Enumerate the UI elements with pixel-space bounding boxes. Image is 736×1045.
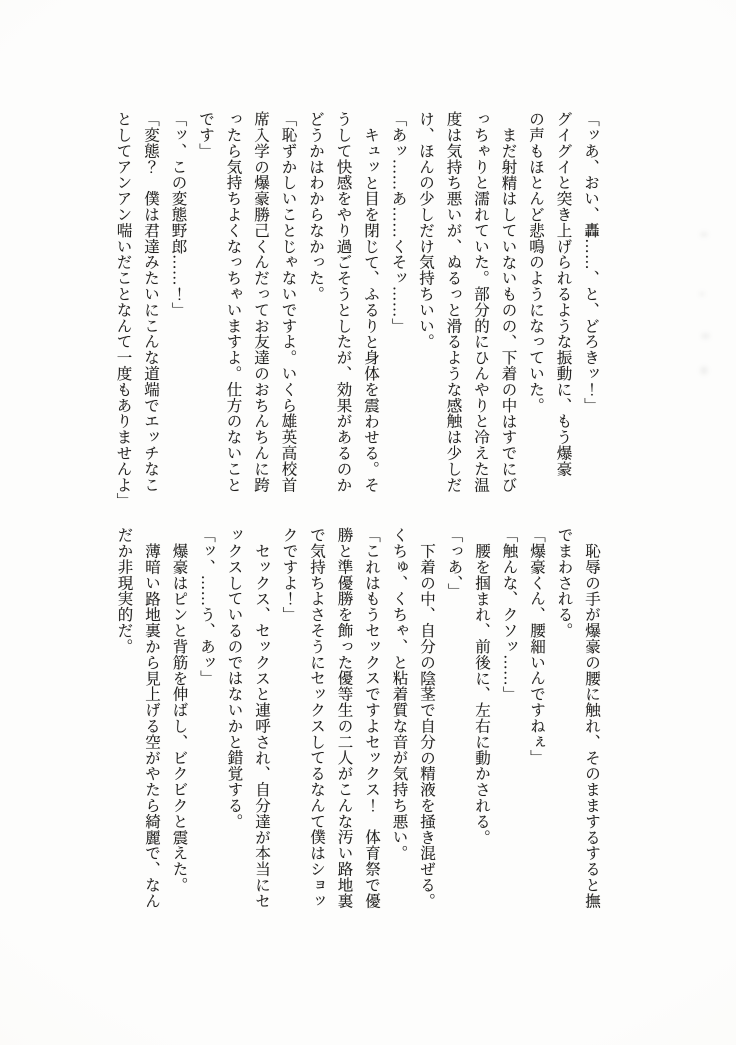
text-line: 「ッあ、おい、轟……、と、どろきッ！」 [582,111,599,414]
text-line: ったら気持ちよくなっちゃいますよ。仕方のないこと [224,111,242,493]
text-line: グイグイと突き上げられるような振動に、もう爆豪 [554,111,572,477]
text-line: 「爆豪くん、腰細いんですねぇ」 [528,527,545,766]
scan-artifact [699,292,705,296]
text-line: 席入学の爆豪勝己くんだってお友達のおちんちんに跨 [252,111,269,493]
text-line: 「変態？ 僕は君達みたいにこんな道端でエッチなこ [142,111,159,493]
text-line: 「ッ、……う、あッ」 [198,527,215,686]
text-line: だか非現実的だ。 [115,527,133,655]
text-line: 「ッ、この変態野郎……！」 [169,111,187,318]
text-line: 薄暗い路地裏から見上げる空がやたら綺麗で、なん [143,542,160,909]
text-block-top [109,111,604,525]
text-line: 「触んな、クソッ……」 [500,527,518,702]
text-line: 恥辱の手が爆豪の腰に触れ、そのままするすると撫 [583,542,600,909]
text-line: で気持ちよさそうにセックスしてるなんて僕はショッ [308,527,325,909]
text-line: うして快感をやり過ごそうとしたが、効果があるのか [334,111,352,493]
text-line: 「あッ……あ……くそッ……」 [389,111,407,334]
text-line: 勝と準優勝を飾った優等生の二人がこんな汚い路地裏 [335,527,353,909]
text-line: としてアンアン喘いだことなんて一度もありませんよ」 [114,111,132,509]
text-line: 腰を掴まれ、前後に、左右に動かされる。 [473,542,490,845]
scan-artifact [700,232,708,237]
text-line: の声もほとんど悲鳴のようになっていた。 [527,111,544,414]
text-line: キュッと目を閉じて、ふるりと身体を震わせる。そ [362,126,379,493]
scan-artifact [700,366,708,375]
text-line: 度は気持ち悪いが、ぬるっと滑るような感触は少しだ [444,111,462,493]
text-line: ックスしているのではないかと錯覚する。 [225,527,243,830]
text-line: 「っあ、」 [445,527,463,599]
text-line: 下着の中、自分の陰茎で自分の精液を掻き混ぜる。 [418,542,435,909]
text-line: 「これはもうセックスですよセックス！ 体育祭で優 [363,527,380,909]
text-line: です」 [197,111,214,159]
text-line: っちゃりと濡れていた。部分的にひんやりと冷えた温 [472,111,489,493]
scan-artifact [701,333,710,339]
text-line: まだ射精はしていないものの、下着の中はすでにび [499,126,517,493]
text-block-bottom [110,527,605,979]
text-line: 爆豪はピンと背筋を伸ばし、ビクビクと震えた。 [170,542,188,893]
text-line: どうかはわからなかった。 [307,111,324,302]
text-line: くちゅ、くちゃ、と粘着質な音が気持ち悪い。 [390,527,408,861]
text-line: でまわされる。 [555,527,573,639]
text-line: クですよ！」 [280,527,298,623]
text-line: セックス、セックスと連呼され、自分達が本当にセ [253,542,270,909]
text-line: 「恥ずかしいことじゃないですよ。いくら雄英高校首 [279,111,297,493]
text-line: け、ほんの少しだけ気持ちいい。 [417,111,434,350]
